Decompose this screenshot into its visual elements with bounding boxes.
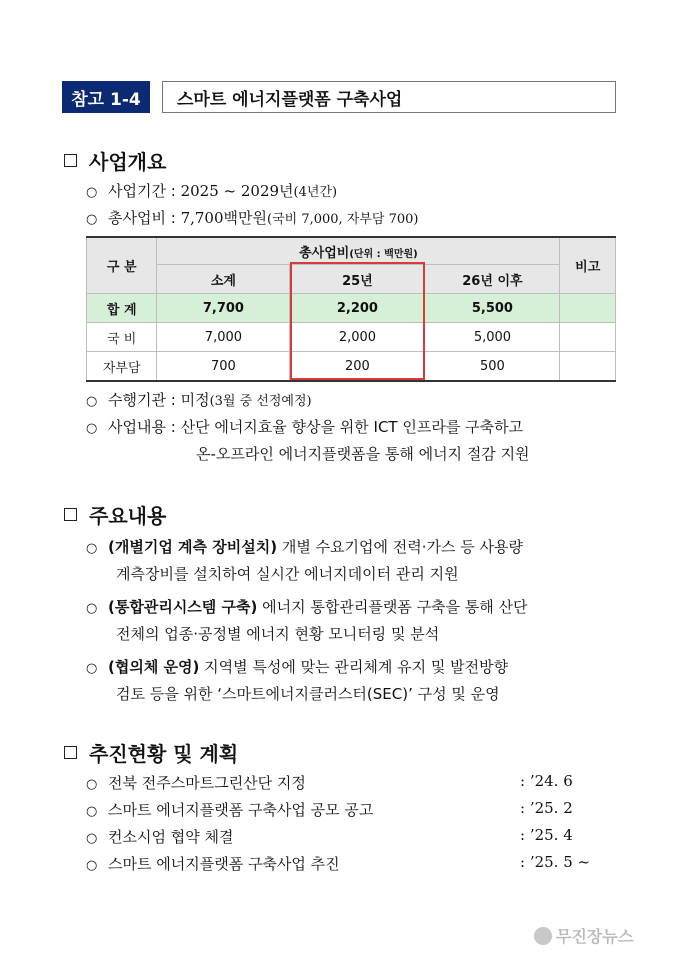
plan-item-text: 전북 전주스마트그린산단 지정 [108, 774, 306, 792]
agency-label: 수행기관 : [108, 391, 176, 409]
section-heading-main [64, 500, 166, 529]
watermark-logo-icon [534, 927, 552, 945]
reference-badge: 참고 1-4 [62, 81, 150, 113]
circle-bullet-icon: ○ [86, 777, 98, 792]
period-line [86, 180, 337, 201]
budget-label: 총사업비 : [108, 209, 176, 227]
plan-item-date: : ’24. 6 [520, 772, 573, 790]
main-item-text: 개별 수요기업에 전력·가스 등 사용량 [277, 538, 524, 556]
document-title-bar [62, 81, 616, 113]
period-note: (4년간) [293, 185, 338, 200]
content-text-2: 온-오프라인 에너지플랫폼을 통해 에너지 절감 지원 [196, 445, 530, 463]
circle-bullet-icon: ○ [86, 212, 98, 227]
agency-note: (3월 중 선정예정) [209, 394, 312, 409]
table-cell: 200 [290, 352, 425, 382]
section-heading-plan [64, 738, 238, 767]
circle-bullet-icon: ○ [86, 601, 98, 616]
table-header-category: 구 분 [87, 237, 157, 294]
table-cell: 2,000 [290, 323, 425, 352]
period-value: 2025 ~ 2029년 [180, 182, 294, 200]
plan-item-3 [86, 826, 233, 847]
table-subheader: 25년 [290, 265, 425, 294]
plan-item-date: : ’25. 2 [520, 799, 573, 817]
main-item-title: (협의체 운영) [108, 658, 200, 676]
section-heading-text: 추진현황 및 계획 [89, 742, 239, 766]
table-cell: 500 [425, 352, 560, 382]
plan-item-text: 컨소시엄 협약 체결 [108, 828, 234, 846]
content-text-1: 산단 에너지효율 향상을 위한 ICT 인프라를 구축하고 [180, 418, 524, 436]
plan-item-date: : ’25. 5 ~ [520, 853, 591, 871]
section-heading-text: 사업개요 [89, 150, 167, 174]
agency-value: 미정 [180, 391, 210, 409]
main-item-2 [86, 596, 528, 617]
budget-line [86, 207, 419, 228]
table-cell: 7,000 [157, 323, 290, 352]
table-cell [560, 323, 616, 352]
table-header-note: 비고 [560, 237, 616, 294]
main-item-3 [86, 656, 508, 677]
table-cell: 2,200 [290, 294, 425, 323]
plan-item-4 [86, 853, 340, 874]
main-item-title: (통합관리시스템 구축) [108, 598, 258, 616]
main-item-3-line2: 검토 등을 위한 ‘스마트에너지클러스터(SEC)’ 구성 및 운영 [116, 685, 500, 703]
table-cell: 5,500 [425, 294, 560, 323]
highlight-box-2025 [290, 262, 425, 380]
main-item-title: (개별기업 계측 장비설치) [108, 538, 278, 556]
square-bullet-icon [64, 508, 77, 521]
plan-item-text: 스마트 에너지플랫폼 구축사업 공모 공고 [108, 801, 374, 819]
table-subheader: 26년 이후 [425, 265, 560, 294]
table-cell [560, 352, 616, 382]
row-label: 자부담 [87, 352, 157, 382]
circle-bullet-icon: ○ [86, 394, 98, 409]
budget-note: (국비 7,000, 자부담 700) [267, 212, 419, 227]
plan-item-text: 스마트 에너지플랫폼 구축사업 추진 [108, 855, 340, 873]
document-title: 스마트 에너지플랫폼 구축사업 [162, 81, 616, 113]
watermark [534, 924, 633, 947]
square-bullet-icon [64, 746, 77, 759]
content-label: 사업내용 : [108, 418, 176, 436]
period-label: 사업기간 : [108, 182, 176, 200]
plan-item-1 [86, 772, 306, 793]
table-cell: 700 [157, 352, 290, 382]
table-cell [560, 294, 616, 323]
circle-bullet-icon: ○ [86, 831, 98, 846]
row-label: 합 계 [87, 294, 157, 323]
main-item-text: 에너지 통합관리플랫폼 구축을 통해 산단 [257, 598, 528, 616]
agency-line [86, 389, 312, 410]
table-cell: 7,700 [157, 294, 290, 323]
table-header-total-label: 총사업비 [299, 245, 350, 261]
circle-bullet-icon: ○ [86, 421, 98, 436]
table-unit-label: (단위 : 백만원) [349, 248, 418, 260]
main-item-1 [86, 536, 523, 557]
section-heading-overview [64, 146, 166, 175]
circle-bullet-icon: ○ [86, 541, 98, 556]
circle-bullet-icon: ○ [86, 661, 98, 676]
main-item-1-line2: 계측장비를 설치하여 실시간 에너지데이터 관리 지원 [116, 565, 459, 583]
main-item-text: 지역별 특성에 맞는 관리체계 유지 및 발전방향 [199, 658, 509, 676]
watermark-text: 무진장뉴스 [556, 927, 634, 946]
circle-bullet-icon: ○ [86, 185, 98, 200]
content-line-1 [86, 416, 523, 437]
row-label: 국 비 [87, 323, 157, 352]
square-bullet-icon [64, 154, 77, 167]
section-heading-text: 주요내용 [89, 504, 167, 528]
table-cell: 5,000 [425, 323, 560, 352]
plan-item-2 [86, 799, 373, 820]
circle-bullet-icon: ○ [86, 804, 98, 819]
main-item-2-line2: 전체의 업종·공정별 에너지 현황 모니터링 및 분석 [116, 625, 440, 643]
table-header-total [157, 237, 560, 265]
table-subheader: 소계 [157, 265, 290, 294]
plan-item-date: : ’25. 4 [520, 826, 573, 844]
budget-value: 7,700백만원 [180, 209, 267, 227]
circle-bullet-icon: ○ [86, 858, 98, 873]
